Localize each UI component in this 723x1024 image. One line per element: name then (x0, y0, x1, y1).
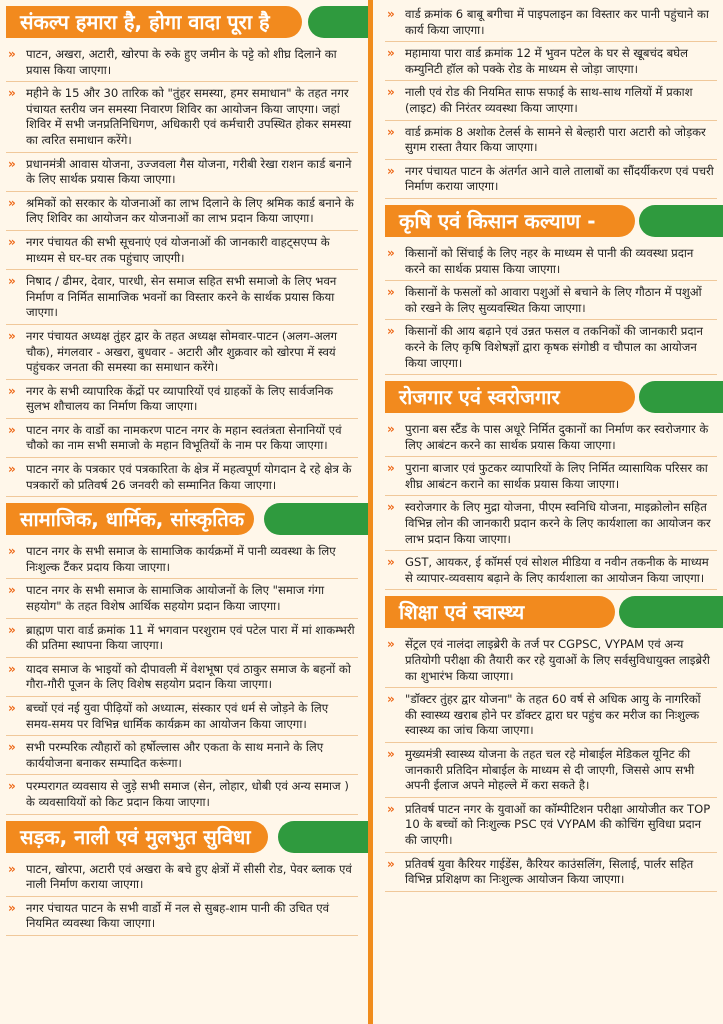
section-header-sankalp (6, 6, 358, 38)
double-chevron-icon: » (8, 234, 13, 249)
list-item: » नगर पंचायत पाटन के अंतर्गत आने वाले तालाबों का सौंदर्यीकरण एवं पचरी निर्माण कराया जाएगा। (385, 163, 717, 199)
header-accent-bar (639, 205, 723, 237)
double-chevron-icon: » (8, 583, 13, 598)
double-chevron-icon: » (8, 740, 13, 755)
double-chevron-icon: » (8, 661, 13, 676)
header-accent-bar (619, 596, 723, 628)
list-item: » मुख्यमंत्री स्वास्थ्य योजना के तहत चल रहे मोबाईल मेडिकल यूनिट की जानकारी प्रतिदिन मोबाईल के माध्यम से दी जाएगी, जिससे आप सभी अपनी ईलाज अपने मोहल्ले में करा सकते है। (385, 746, 717, 798)
double-chevron-icon: » (8, 861, 13, 876)
list-item: » किसानों की आय बढ़ाने एवं उन्नत फसल व तकनिकों की जानकारी प्रदान करने के लिए कृषि विशेषज्ञों द्वारा कृषक संगोष्ठी व चौपाल का आयोजन किया जाएगा। (385, 323, 717, 375)
list-item: » निषाद / ढीमर, देवार, पारधी, सेन समाज सहित सभी समाजो के लिए भवन निर्माण व निर्मित सामाजिक भवनों का विस्तार करने के सार्थक प्रयास किया जाएगा। (6, 273, 358, 325)
double-chevron-icon: » (8, 779, 13, 794)
list-item: » प्रधानमंत्री आवास योजना, उज्जवला गैस योजना, गरीबी रेखा राशन कार्ड बनाने के लिए सार्थक प्रयास किया जाएगा। (6, 156, 358, 192)
header-accent-bar (639, 381, 723, 413)
double-chevron-icon: » (387, 46, 392, 61)
list-item: » नगर पंचायत अध्यक्ष तुंहर द्वार के तहत अध्यक्ष सोमवार-पाटन (अलग-अलग चौक), मंगलवार - अखरा, बुधवार - अटारी और शुक्रवार को खोरपा में स्वयं पहुंचकर जनता की समस्या का समाधान करेंगे। (6, 328, 358, 380)
list-item: » नाली एवं रोड की नियमित साफ सफाई के साथ-साथ गलियों में प्रकाश (लाइट) की निरंतर व्यवस्था किया जाएगा। (385, 84, 717, 120)
double-chevron-icon: » (387, 124, 392, 139)
list-item: » ब्राह्मण पारा वार्ड क्रमांक 11 में भगवान परशुराम एवं पटेल पारा में मां शाकम्भरी की प्रतिमा स्थापना किया जाएगा। (6, 622, 358, 658)
section-header-shiksha (385, 596, 717, 628)
double-chevron-icon: » (8, 544, 13, 559)
double-chevron-icon: » (8, 422, 13, 437)
double-chevron-icon: » (8, 701, 13, 715)
list-item: » किसानों को सिंचाई के लिए नहर के माध्यम से पानी की व्यवस्था प्रदान करने का सार्थक प्रयास किया जाएगा। (385, 245, 717, 281)
list-rojgar (385, 421, 717, 590)
double-chevron-icon: » (8, 47, 13, 61)
double-chevron-icon: » (387, 500, 392, 515)
list-item: » "डॉक्टर तुंहर द्वार योजना" के तहत 60 वर्ष से अधिक आयु के नागरिकों की स्वास्थ्य खराब होने पर डॉक्टर द्वारा घर पहुंच कर मरीज का निःशुल्क स्वास्थ्य का जांच किया जाएगा। (385, 691, 717, 743)
section-header-samajik (6, 503, 358, 535)
double-chevron-icon: » (8, 328, 13, 343)
list-samajik (6, 543, 358, 814)
double-chevron-icon: » (387, 801, 392, 816)
list-item: » नगर पंचायत पाटन के सभी वार्डो में नल से सुबह-शाम पानी की उचित एवं नियमित व्यवस्था किया जाएगा। (6, 900, 358, 936)
double-chevron-icon: » (8, 156, 13, 171)
header-accent-bar (308, 6, 368, 38)
list-item: » किसानों के फसलों को आवारा पशुओं से बचाने के लिए गौठान में पशुओं को रखने के लिए सुव्यवस्थित किया जाएगा। (385, 284, 717, 320)
section-title-sankalp: संकल्प हमारा है, होगा वादा पूरा है (6, 6, 302, 38)
double-chevron-icon: » (387, 555, 392, 570)
list-sadak (6, 861, 358, 936)
section-header-krishi (385, 205, 717, 237)
right-column (368, 0, 723, 1024)
list-item: » बच्चों एवं नई युवा पीढ़ियों को अध्यात्म, संस्कार एवं धर्म से जोड़ने के लिए समय-समय पर विभिन्न धार्मिक कार्यक्रम का आयोजन किया जाएगा। (6, 700, 358, 736)
list-item: » पाटन नगर के सभी समाज के सामाजिक कार्यक्रमों में पानी व्यवस्था के लिए निःशुल्क टैंकर प्रदाय किया जाएगा। (6, 543, 358, 579)
section-title-sadak: सड़क, नाली एवं मुलभुत सुविधा (6, 821, 268, 853)
section-title-samajik: सामाजिक, धार्मिक, सांस्कृतिक (6, 503, 254, 535)
double-chevron-icon: » (387, 692, 392, 707)
list-item: » पुराना बाजार एवं फुटकर व्यापारियों के लिए निर्मित व्यासायिक परिसर का शीघ्र आबंटन कराने का सार्थक प्रयास किया जाएगा। (385, 460, 717, 496)
double-chevron-icon: » (387, 85, 392, 100)
list-sadak-continued (385, 6, 717, 199)
list-item: » श्रमिकों को सरकार के योजनाओं का लाभ दिलाने के लिए श्रमिक कार्ड बनाने के लिए शिविर का आयोजन कर योजनाओं का लाभ प्रदान किया जाएगा। (6, 195, 358, 231)
list-item: » नगर के सभी व्यापारिक केंद्रों पर व्यापारियों एवं ग्राहकों के लिए सार्वजनिक सुलभ शौचालय का निर्माण किया जाएगा। (6, 383, 358, 419)
double-chevron-icon: » (8, 274, 13, 289)
double-chevron-icon: » (8, 622, 13, 637)
list-item: » महीने के 15 और 30 तारिक को "तुंहर समस्या, हमर समाधान" के तहत नगर पंचायत स्तरीय जन समस्या निवारण शिविर का आयोजन किया जाएगा। जहां शिविर में सभी जनप्रतिनिधिगण, अधिकारी एवं कर्मचारी उपस्थित होकर समस्या का त्वरित समाधान करेंगे। (6, 85, 358, 152)
list-item: » पाटन नगर के पत्रकार एवं पत्रकारिता के क्षेत्र में महत्वपूर्ण योगदान दे रहे क्षेत्र के पत्रकारों को प्रतिवर्ष 26 जनवरी को सम्मानित किया जाएगा। (6, 461, 358, 497)
double-chevron-icon: » (8, 195, 13, 210)
list-item: » पाटन नगर के वार्डो का नामकरण पाटन नगर के महान स्वतंत्रता सेनानियों एवं चौको का नाम सभी समाजो के महान विभूतियों के नाम पर किया जाएगा। (6, 422, 358, 458)
double-chevron-icon: » (8, 462, 13, 477)
double-chevron-icon: » (387, 422, 392, 437)
list-item: » नगर पंचायत की सभी सूचनाएं एवं योजनाओं की जानकारी वाहट्सएप्प के माध्यम से घर-घर तक पहुंचाए जाएगी। (6, 234, 358, 270)
list-item: » GST, आयकर, ई कॉमर्स एवं सोशल मीडिया व नवीन तकनीक के माध्यम से व्यापार-व्यवसाय बढ़ाने के लिए कार्यशाला का आयोजन किया जाएगा। (385, 554, 717, 590)
list-sankalp (6, 46, 358, 497)
double-chevron-icon: » (8, 86, 13, 101)
double-chevron-icon: » (8, 383, 13, 398)
list-item: » प्रतिवर्ष पाटन नगर के युवाओं का कॉम्पीटिशन परीक्षा आयोजीत कर TOP 10 के बच्चों को निःशुल्क PSC एवं VYPAM की कोचिंग सुविधा प्रदान की जाएगी। (385, 801, 717, 853)
section-title-krishi: कृषि एवं किसान कल्याण - (385, 205, 635, 237)
list-item: » प्रतिवर्ष युवा कैरियर गाईडेंस, कैरियर काउंसलिंग, सिलाई, पार्लर सहित विभिन्न प्रशिक्षण का निःशुल्क आयोजन किया जाएगा। (385, 856, 717, 892)
list-item: » सेंट्रल एवं नालंदा लाइब्रेरी के तर्ज पर CGPSC, VYPAM एवं अन्य प्रतियोगी परीक्षा की तैयारी कर रहे युवाओं के लिए सर्वसुविधायुक्त लाइब्रेरी का शुभारंभ किया जाएगा। (385, 636, 717, 688)
double-chevron-icon: » (387, 7, 392, 21)
header-accent-bar (264, 503, 368, 535)
double-chevron-icon: » (387, 747, 392, 761)
list-item: » सभी परम्परिक त्यौहारों को हर्षोल्लास और एकता के साथ मनाने के लिए कार्ययोजना बनाकर सम्पादित करूंगा। (6, 739, 358, 775)
section-header-rojgar (385, 381, 717, 413)
list-item: » पुराना बस स्टैंड के पास अधूरे निर्मित दुकानों का निर्माण कर स्वरोजगार के लिए आबंटन करने का सार्थक प्रयास किया जाएगा। (385, 421, 717, 457)
header-accent-bar (278, 821, 368, 853)
list-item: » महामाया पारा वार्ड क्रमांक 12 में भुवन पटेल के घर से खूबचंद बघेल कम्युनिटी हॉल को पक्के रोड के माध्यम से जोड़ा जाएगा। (385, 45, 717, 81)
list-item: » पाटन, खोरपा, अटारी एवं अखरा के बचे हुए क्षेत्रों में सीसी रोड, पेवर ब्लाक एवं नाली निर्माण कराया जाएगा। (6, 861, 358, 897)
list-item: » वार्ड क्रमांक 6 बाबू बगीचा में पाइपलाइन का विस्तार कर पानी पहुंचाने का कार्य किया जाएगा। (385, 6, 717, 42)
section-header-sadak (6, 821, 358, 853)
section-title-rojgar: रोजगार एवं स्वरोजगार (385, 381, 635, 413)
list-item: » पाटन, अखरा, अटारी, खोरपा के रुके हुए जमीन के पट्टे को शीघ्र दिलाने का प्रयास किया जाएगा। (6, 46, 358, 82)
list-item: » परम्परागत व्यवसाय से जुड़े सभी समाज (सेन, लोहार, धोबी एवं अन्य समाज ) के व्यवसायियों को किट प्रदान किया जाएगा। (6, 778, 358, 814)
double-chevron-icon: » (387, 461, 392, 476)
double-chevron-icon: » (387, 856, 392, 871)
list-krishi (385, 245, 717, 375)
double-chevron-icon: » (387, 163, 392, 178)
list-item: » पाटन नगर के सभी समाज के सामाजिक आयोजनों के लिए "समाज गंगा सहयोग" के तहत विशेष आर्थिक सहयोग प्रदान किया जाएगा। (6, 582, 358, 618)
double-chevron-icon: » (387, 324, 392, 339)
double-chevron-icon: » (387, 285, 392, 300)
double-chevron-icon: » (8, 900, 13, 915)
double-chevron-icon: » (387, 637, 392, 652)
double-chevron-icon: » (387, 245, 392, 260)
section-title-shiksha: शिक्षा एवं स्वास्थ्य (385, 596, 615, 628)
list-item: » स्वरोजगार के लिए मुद्रा योजना, पीएम स्वनिधि योजना, माइक्रोलोन सहित विभिन्न लोन की जानकारी प्रदान करने के लिए कार्यशाला का आयोजन कर लाभ प्रदान किया जाएगा। (385, 499, 717, 551)
list-item: » वार्ड क्रमांक 8 अशोक टेलर्स के सामने से बेल्हारी पारा अटारी को जोड़कर सुगम रास्ता तैयार किया जाएगा। (385, 124, 717, 160)
list-item: » यादव समाज के भाइयों को दीपावली में वेशभूषा एवं ठाकुर समाज के बहनों को गौरा-गौरी पूजन के लिए विशेष सहयोग प्रदान किया जाएगा। (6, 661, 358, 697)
list-shiksha (385, 636, 717, 891)
